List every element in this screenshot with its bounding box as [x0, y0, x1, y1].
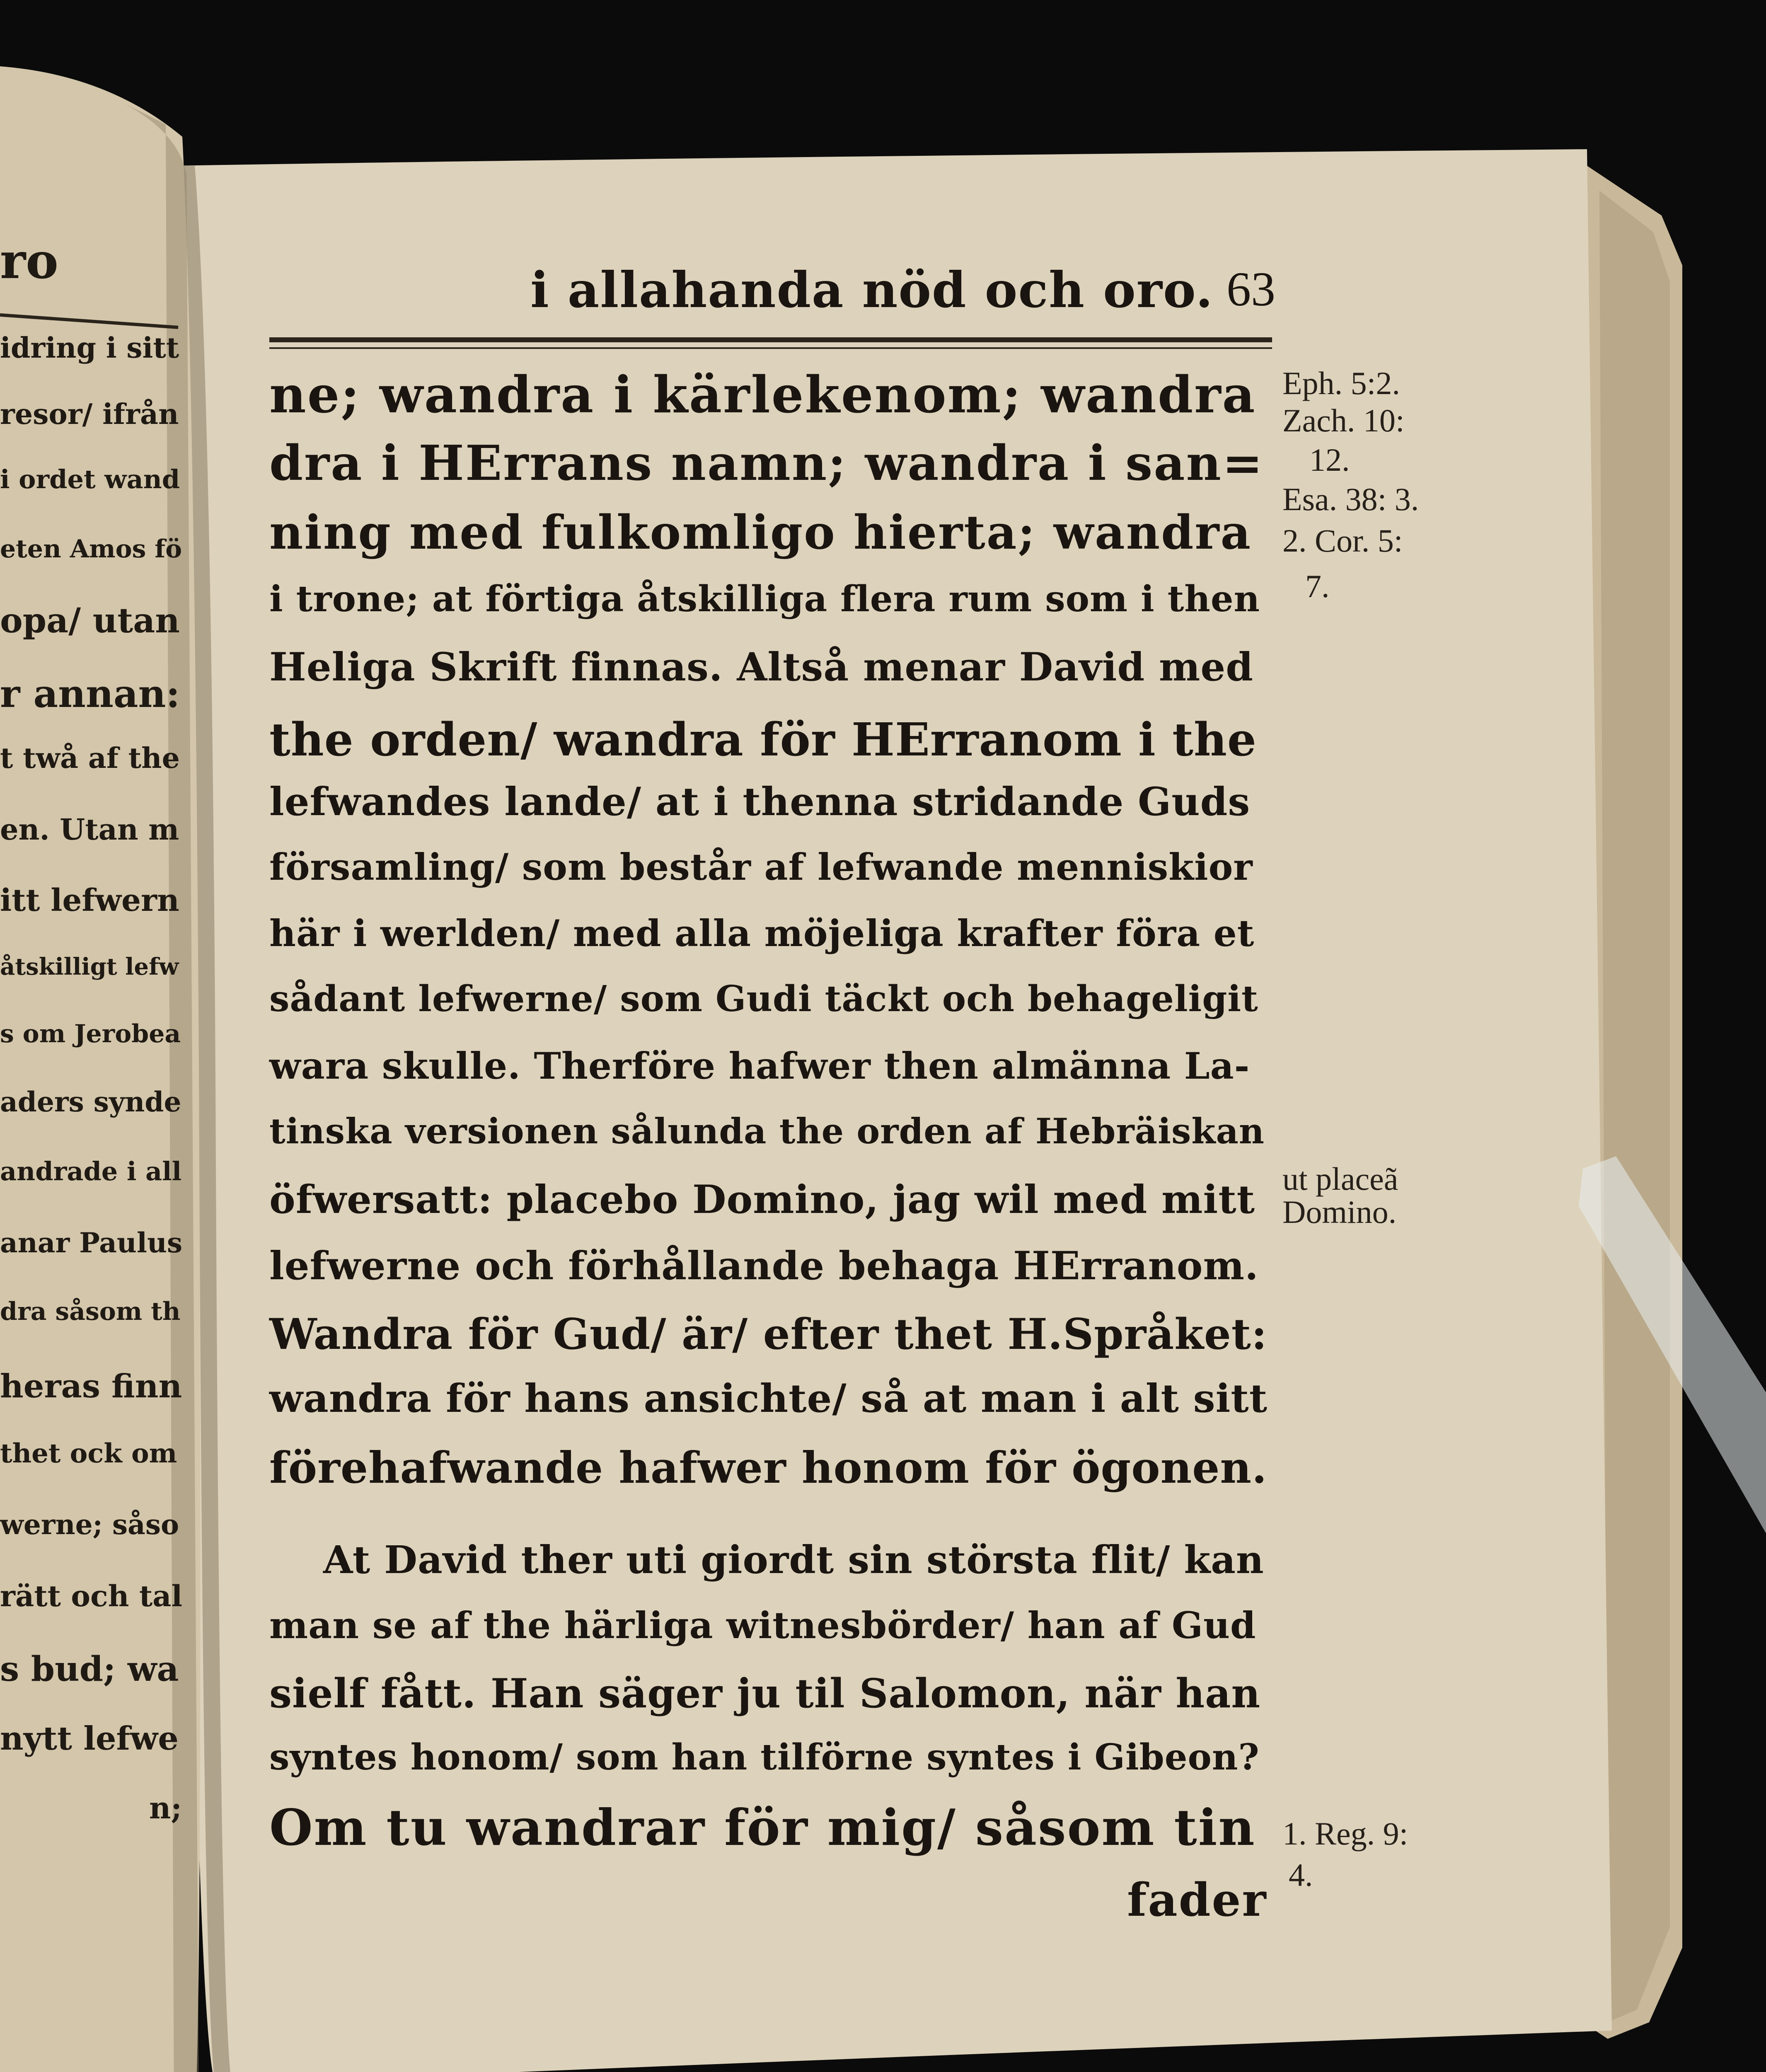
margin-note-5: 2. Cor. 5:: [1282, 523, 1403, 559]
body-line-17: förehafwande hafwer honom för ögonen.: [269, 1442, 1268, 1493]
margin-note-1: Eph. 5:2.: [1282, 365, 1400, 401]
left-page-fragment-2: idring i sitt: [0, 332, 179, 365]
body-line-4: i trone; at förtiga åtskilliga flera rum som i then: [269, 578, 1260, 620]
left-page-fragment-23: n;: [149, 1790, 182, 1825]
left-page-fragment-4: i ordet wand: [0, 464, 180, 494]
margin-note-9: 1. Reg. 9:: [1282, 1815, 1408, 1852]
body-line-8: församling/ som består af lefwande menniskior: [269, 845, 1253, 888]
margin-note-6: 7.: [1305, 568, 1330, 604]
body-line-18: At David ther uti giordt sin största flit/ kan: [323, 1537, 1264, 1582]
body-line-14: lefwerne och förhållande behaga HErranom.: [269, 1243, 1259, 1289]
left-page-fragment-7: r annan:: [0, 671, 180, 716]
body-line-6: the orden/ wandra för HErranom i the: [269, 713, 1257, 766]
page-stack-edge-shadow: [1599, 191, 1670, 2022]
left-page-fragment-21: s bud; wa: [0, 1649, 179, 1689]
left-page-fragment-17: heras finn: [0, 1368, 182, 1405]
left-page-fragment-22: nytt lefwe: [0, 1720, 179, 1757]
body-line-15: Wandra för Gud/ är/ efter thet H.Språket:: [269, 1310, 1268, 1359]
body-line-20: sielf fått. Han säger ju til Salomon, när han: [269, 1670, 1261, 1717]
left-page-fragment-14: andrade i all: [0, 1156, 182, 1186]
left-page-fragment-6: opa/ utan: [0, 601, 180, 641]
left-page-fragment-20: rätt och tal: [0, 1579, 183, 1613]
catchword: fader: [1127, 1873, 1268, 1927]
body-line-22: Om tu wandrar för mig/ såsom tin: [269, 1798, 1256, 1857]
body-line-9: här i werlden/ med alla möjeliga krafter föra et: [269, 912, 1255, 955]
page-number: 63: [1227, 262, 1275, 316]
left-page-fragment-13: aders synde: [0, 1086, 181, 1118]
body-line-11: wara skulle. Therföre hafwer then almänna La-: [269, 1044, 1250, 1087]
margin-note-2: Zach. 10:: [1282, 402, 1405, 438]
margin-note-8: Domino.: [1282, 1194, 1397, 1230]
left-page-fragment-5: eten Amos fö: [0, 535, 182, 564]
body-line-7: lefwandes lande/ at i thenna stridande Guds: [269, 779, 1251, 825]
left-page-fragment-8: t twå af the: [0, 742, 180, 775]
body-line-5: Heliga Skrift finnas. Altså menar David med: [269, 644, 1253, 690]
body-line-1: ne; wandra i kärlekenom; wandra: [269, 365, 1256, 424]
body-line-21: syntes honom/ som han tilförne syntes i Gibeon?: [269, 1736, 1260, 1778]
body-line-3: ning med fulkomligo hierta; wandra: [269, 506, 1252, 560]
left-page-fragment-11: åtskilligt lefw: [0, 953, 179, 980]
left-page-fragment-18: thet ock om: [0, 1438, 177, 1469]
left-page-fragment-19: werne; såso: [0, 1508, 179, 1541]
body-line-16: wandra för hans ansichte/ så at man i alt sitt: [269, 1376, 1268, 1421]
left-page-fragment-1: rо: [0, 232, 58, 290]
body-line-10: sådant lefwerne/ som Gudi täckt och behageligit: [269, 978, 1258, 1020]
margin-note-3: 12.: [1309, 442, 1350, 478]
left-page-fragment-9: en. Utan m: [0, 812, 179, 847]
left-page-fragment-12: s om Jerobea: [0, 1019, 181, 1048]
margin-note-4: Esa. 38: 3.: [1282, 481, 1419, 517]
body-line-19: man se af the härliga witnesbörder/ han af Gud: [269, 1604, 1256, 1647]
body-line-13: öfwersatt: placebo Domino, jag wil med mitt: [269, 1177, 1256, 1222]
left-page-fragment-10: itt lefwern: [0, 883, 179, 918]
left-page-fragment-15: anar Paulus: [0, 1227, 183, 1259]
body-line-2: dra i HErrans namn; wandra i san=: [269, 435, 1264, 491]
left-page-fragment-3: resor/ ifrån: [0, 398, 179, 431]
margin-note-7: ut placeã: [1282, 1161, 1398, 1197]
running-head: i allahanda nöd och oro.: [530, 261, 1214, 319]
left-page-fragment-16: dra såsom th: [0, 1297, 181, 1326]
body-line-12: tinska versionen sålunda the orden af Hebräiskan: [269, 1111, 1265, 1152]
margin-note-10: 4.: [1289, 1857, 1313, 1893]
